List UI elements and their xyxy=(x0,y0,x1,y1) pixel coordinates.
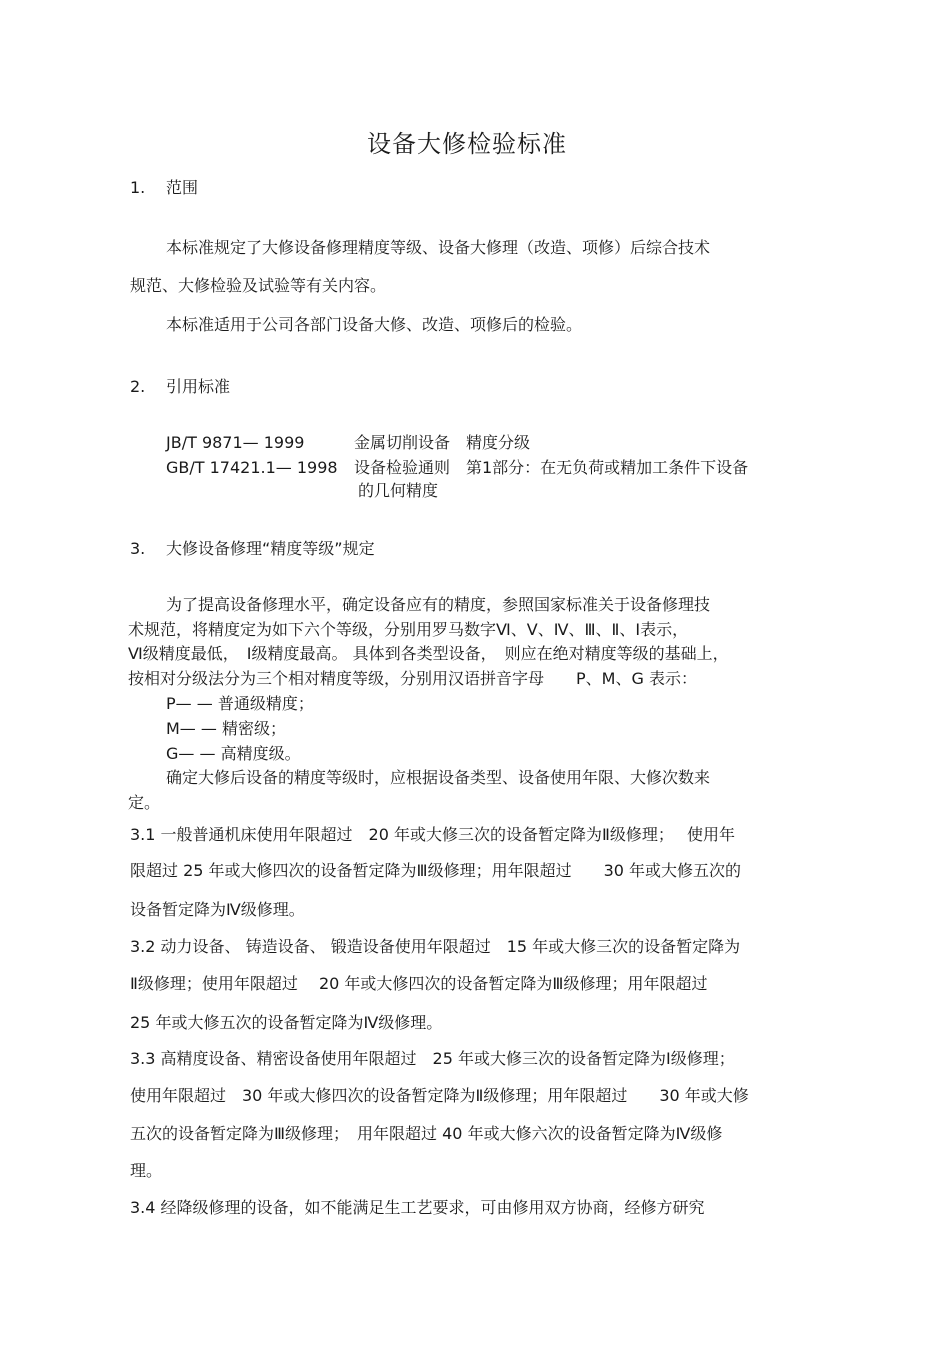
clause-3-1-line: 3.1 一般普通机床使用年限超过 20 年或大修三次的设备暂定降为Ⅱ级修理； 使用年 xyxy=(130,825,735,844)
clause-3-3-line: 使用年限超过 30 年或大修四次的设备暂定降为Ⅱ级修理；用年限超过 30 年或大修 xyxy=(130,1086,749,1105)
section-title: 引用标准 xyxy=(166,377,231,396)
paragraph-line: 为了提高设备修理水平，确定设备应有的精度，参照国家标准关于设备修理技 xyxy=(166,595,711,614)
grade-item-p: P— — 普通级精度； xyxy=(166,694,314,713)
reference-code: JB/T 9871— 1999 xyxy=(166,433,305,452)
section-1-heading xyxy=(130,178,198,198)
paragraph-line: 定。 xyxy=(128,793,161,812)
document-title: 设备大修检验标准 xyxy=(367,130,567,158)
grade-item-g: G— — 高精度级。 xyxy=(166,744,301,763)
section-number: 3. xyxy=(130,539,146,558)
paragraph-line: 本标准规定了大修设备修理精度等级、设备大修理（改造、项修）后综合技术 xyxy=(166,238,711,257)
reference-title: 设备检验通则 第1部分：在无负荷或精加工条件下设备 xyxy=(354,458,749,477)
clause-3-2-line: 25 年或大修五次的设备暂定降为Ⅳ级修理。 xyxy=(130,1013,443,1032)
clause-3-3-line: 五次的设备暂定降为Ⅲ级修理； 用年限超过 40 年或大修六次的设备暂定降为Ⅳ级修 xyxy=(130,1124,723,1143)
reference-title: 金属切削设备 精度分级 xyxy=(354,433,531,452)
reference-title-continued: 的几何精度 xyxy=(358,481,439,500)
section-3-heading xyxy=(130,539,375,559)
clause-3-2-line: Ⅱ级修理；使用年限超过 20 年或大修四次的设备暂定降为Ⅲ级修理；用年限超过 xyxy=(130,974,708,993)
section-number: 2. xyxy=(130,377,146,396)
clause-3-3-line: 3.3 高精度设备、精密设备使用年限超过 25 年或大修三次的设备暂定降为Ⅰ级修理； xyxy=(130,1049,735,1068)
paragraph-line: 规范、大修检验及试验等有关内容。 xyxy=(130,276,387,295)
reference-item xyxy=(166,433,530,453)
clause-3-3-line: 理。 xyxy=(130,1161,163,1180)
paragraph-line: 术规范，将精度定为如下六个等级，分别用罗马数字Ⅵ、Ⅴ、Ⅳ、Ⅲ、Ⅱ、Ⅰ表示， xyxy=(128,620,689,639)
reference-code: GB/T 17421.1— 1998 xyxy=(166,458,338,477)
section-title: 大修设备修理“精度等级”规定 xyxy=(166,539,375,558)
paragraph-line: Ⅵ级精度最低， Ⅰ级精度最高。 具体到各类型设备， 则应在绝对精度等级的基础上， xyxy=(128,644,729,663)
reference-item xyxy=(166,458,748,478)
section-2-heading xyxy=(130,377,230,397)
paragraph-line: 确定大修后设备的精度等级时，应根据设备类型、设备使用年限、大修次数来 xyxy=(166,768,711,787)
section-title: 范围 xyxy=(166,178,199,197)
clause-3-2-line: 3.2 动力设备、 铸造设备、 锻造设备使用年限超过 15 年或大修三次的设备暂定降为 xyxy=(130,937,741,956)
grade-item-m: M— — 精密级； xyxy=(166,719,286,738)
section-number: 1. xyxy=(130,178,146,197)
paragraph-line: 本标准适用于公司各部门设备大修、改造、项修后的检验。 xyxy=(166,315,583,334)
clause-3-1-line: 设备暂定降为Ⅳ级修理。 xyxy=(130,900,305,919)
clause-3-4-line: 3.4 经降级修理的设备，如不能满足生工艺要求，可由修用双方协商，经修方研究 xyxy=(130,1198,705,1217)
clause-3-1-line: 限超过 25 年或大修四次的设备暂定降为Ⅲ级修理；用年限超过 30 年或大修五次的 xyxy=(130,861,742,880)
paragraph-line: 按相对分级法分为三个相对精度等级，分别用汉语拼音字母 P、M、G 表示： xyxy=(128,669,697,688)
